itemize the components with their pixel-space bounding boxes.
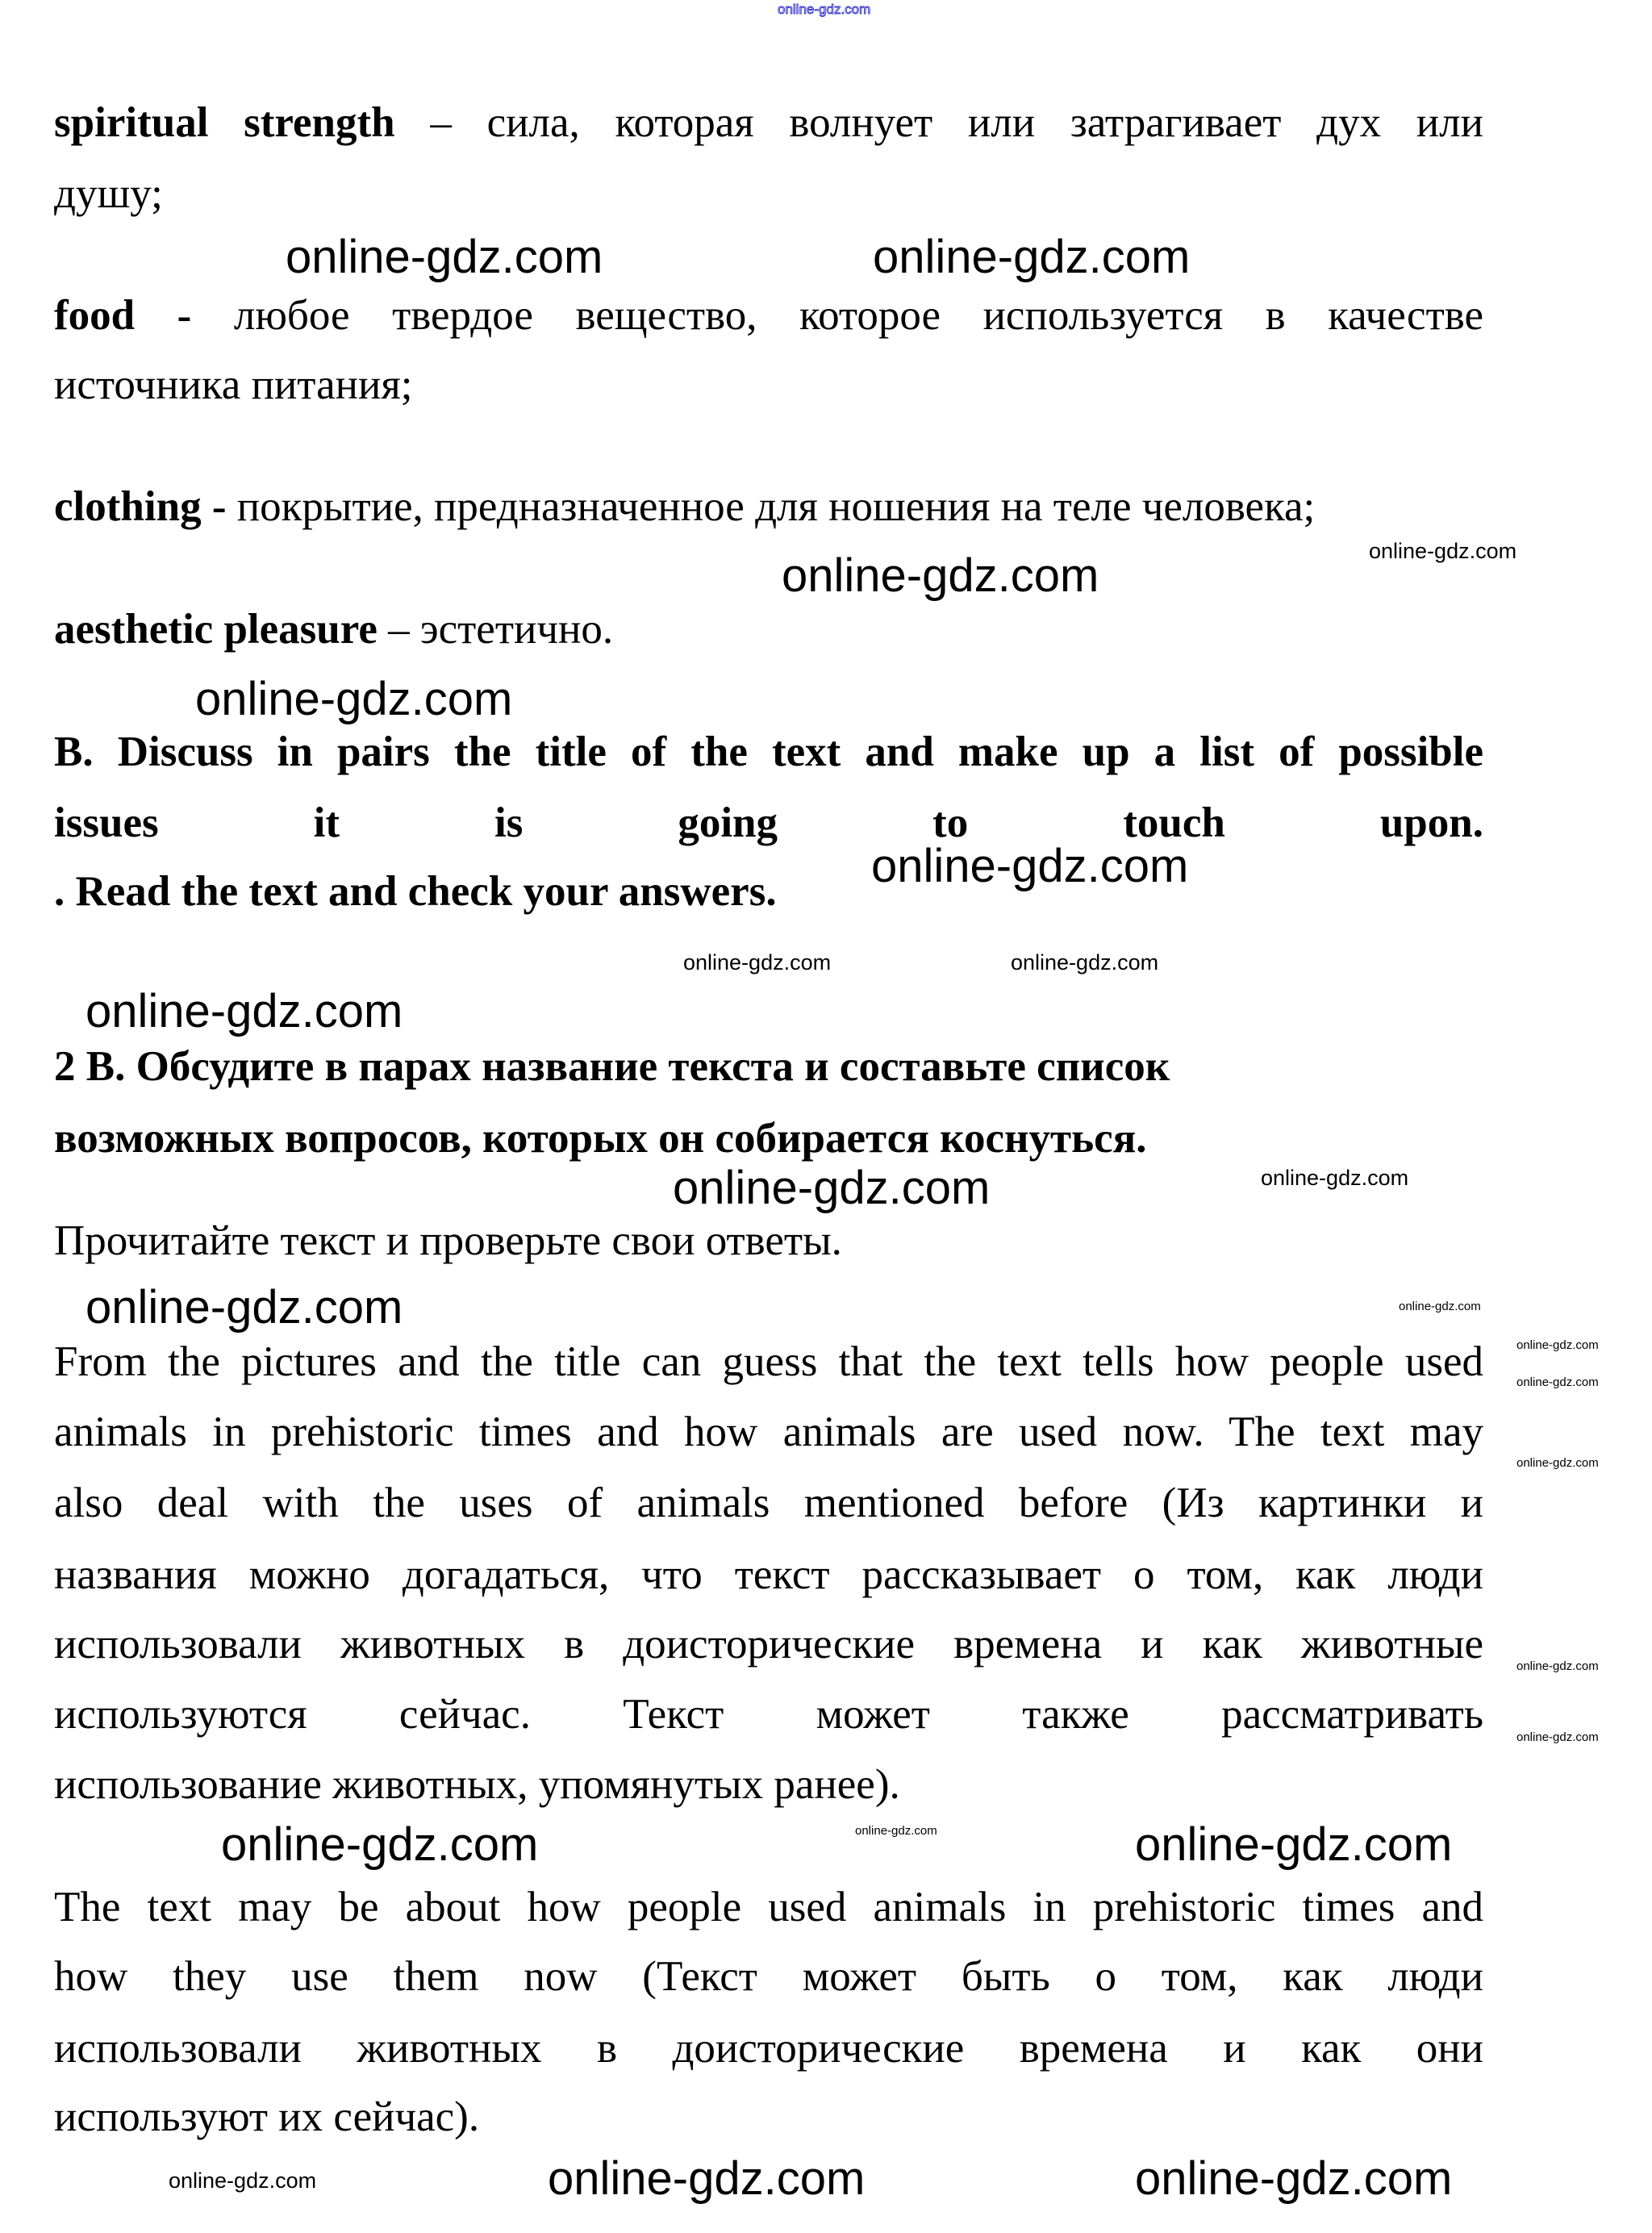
text-line xyxy=(54,605,1483,653)
watermark: online-gdz.com xyxy=(1516,1730,1599,1744)
bold-term: issues it is going to touch upon. xyxy=(54,799,1483,846)
text-line xyxy=(54,1690,1483,1738)
watermark: online-gdz.com xyxy=(169,2168,317,2193)
line-text: Прочитайте текст и проверьте свои ответы. xyxy=(54,1217,842,1264)
line-text: – эстетично. xyxy=(377,606,614,653)
text-line xyxy=(54,169,1483,218)
watermark: online-gdz.com xyxy=(873,231,1191,283)
line-text: используются сейчас. Текст может также рассматривать xyxy=(54,1691,1483,1738)
watermark: online-gdz.com xyxy=(286,231,603,283)
watermark: online-gdz.com xyxy=(548,2152,866,2205)
bold-term: B. Discuss in pairs the title of the text and make up a list of possible xyxy=(54,728,1483,775)
watermark: online-gdz.com xyxy=(1261,1166,1409,1190)
header-watermark: online-gdz.com xyxy=(778,2,871,17)
watermark: online-gdz.com xyxy=(195,673,513,725)
text-line xyxy=(54,1479,1483,1527)
watermark: online-gdz.com xyxy=(673,1162,991,1214)
watermark: online-gdz.com xyxy=(1369,539,1517,563)
bold-term: возможных вопросов, которых он собирается коснуться. xyxy=(54,1115,1147,1162)
text-line xyxy=(54,867,1483,916)
watermark: online-gdz.com xyxy=(1516,1338,1599,1352)
watermark: online-gdz.com xyxy=(1516,1375,1599,1389)
line-text: душу; xyxy=(54,170,163,217)
watermark: online-gdz.com xyxy=(1135,2152,1453,2205)
text-line xyxy=(54,1042,1483,1091)
line-text: использовали животных в доисторические времена и как они xyxy=(54,2025,1483,2072)
bold-term: clothing - xyxy=(54,483,227,530)
line-text: источника питания; xyxy=(54,361,413,408)
watermark: online-gdz.com xyxy=(1516,1659,1599,1673)
line-text: also deal with the uses of animals mentioned before (Из картинки и xyxy=(54,1480,1483,1526)
watermark: online-gdz.com xyxy=(1399,1300,1481,1313)
text-line xyxy=(54,1760,1483,1809)
watermark: online-gdz.com xyxy=(1516,1456,1599,1470)
text-line xyxy=(54,1883,1483,1931)
watermark: online-gdz.com xyxy=(871,840,1189,892)
text-line xyxy=(54,291,1483,340)
line-text: используют их сейчас). xyxy=(54,2093,480,2140)
line-text: From the pictures and the title can guess that the text tells how people used xyxy=(54,1338,1483,1385)
bold-term: aesthetic pleasure xyxy=(54,606,378,653)
text-line xyxy=(54,1620,1483,1668)
line-text: использование животных, упомянутых ранее). xyxy=(54,1761,900,1808)
watermark: online-gdz.com xyxy=(683,950,832,975)
text-line xyxy=(54,1952,1483,2001)
text-line xyxy=(54,1408,1483,1456)
text-line xyxy=(54,361,1483,409)
line-text: animals in prehistoric times and how animals are used now. The text may xyxy=(54,1409,1483,1455)
bold-term: spiritual strength xyxy=(54,99,395,146)
text-line xyxy=(54,799,1483,847)
bold-term: food - xyxy=(54,292,192,339)
watermark: online-gdz.com xyxy=(1011,950,1159,975)
text-line xyxy=(54,482,1483,531)
watermark: online-gdz.com xyxy=(855,1824,937,1838)
watermark: online-gdz.com xyxy=(221,1818,539,1871)
watermark: online-gdz.com xyxy=(86,1281,403,1334)
text-line xyxy=(54,2093,1483,2141)
text-line xyxy=(54,2024,1483,2072)
text-line xyxy=(54,1114,1483,1162)
line-text: названия можно догадаться, что текст рассказывает о том, как люди xyxy=(54,1551,1483,1598)
bold-term: . Read the text and check your answers. xyxy=(54,868,777,915)
line-text: how they use them now (Текст может быть о том, как люди xyxy=(54,1953,1483,2000)
line-text: любое твердое вещество, которое используется в качестве xyxy=(191,292,1483,339)
watermark: online-gdz.com xyxy=(86,985,403,1037)
text-line xyxy=(54,1551,1483,1599)
watermark: online-gdz.com xyxy=(782,549,1099,602)
text-line xyxy=(54,1217,1483,1265)
line-text: – сила, которая волнует или затрагивает дух или xyxy=(394,99,1483,146)
text-line xyxy=(54,1338,1483,1386)
line-text: The text may be about how people used animals in prehistoric times and xyxy=(54,1884,1483,1930)
watermark: online-gdz.com xyxy=(1135,1818,1453,1871)
bold-term: 2 В. Обсудите в парах название текста и составьте список xyxy=(54,1043,1170,1090)
line-text: использовали животных в доисторические времена и как животные xyxy=(54,1621,1483,1667)
line-text: покрытие, предназначенное для ношения на теле человека; xyxy=(226,483,1316,530)
text-line xyxy=(54,98,1483,147)
text-line xyxy=(54,728,1483,776)
